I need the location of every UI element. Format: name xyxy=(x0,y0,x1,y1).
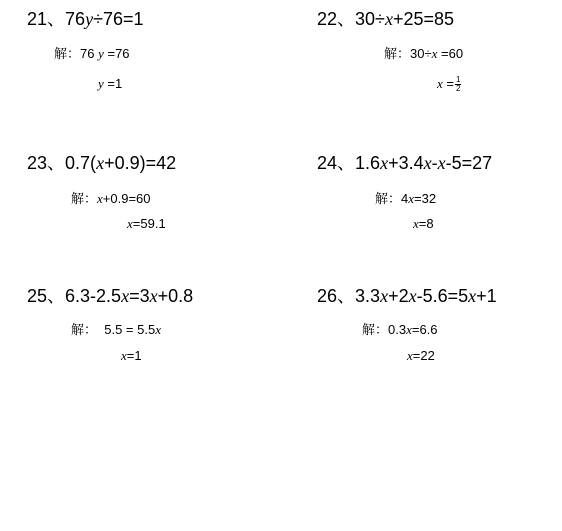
problem-25 xyxy=(27,285,193,307)
answer-23-line-1 xyxy=(71,191,151,207)
variable: x xyxy=(437,153,446,173)
problem-text: 0.7( xyxy=(65,153,97,173)
answer-text: =6.6 xyxy=(411,322,438,337)
answer-text: =1 xyxy=(103,76,123,91)
answer-24-line-1 xyxy=(375,191,436,207)
fraction-numerator: 1 xyxy=(456,75,461,85)
problem-text: +2 xyxy=(388,286,409,306)
problem-number: 26、 xyxy=(317,286,356,306)
variable: y xyxy=(98,46,104,61)
answer-text: = xyxy=(442,76,454,91)
variable: x xyxy=(127,216,133,231)
problem-24 xyxy=(317,152,492,174)
answer-22-line-1 xyxy=(384,46,463,62)
answer-text: +0.9=60 xyxy=(102,191,151,206)
answer-label: 解：4 xyxy=(375,191,409,206)
answer-label: 解：0.3 xyxy=(362,322,407,337)
answer-23-line-2 xyxy=(127,216,166,232)
variable: x xyxy=(380,286,389,306)
answer-22-line-2 xyxy=(437,76,461,93)
problem-number: 25、 xyxy=(27,286,66,306)
answer-text: =59.1 xyxy=(132,216,166,231)
problem-text: +3.4 xyxy=(388,153,424,173)
fraction xyxy=(455,76,461,93)
answer-label: 解： 5.5 = 5.5 xyxy=(71,322,156,337)
problem-text: +0.9)=42 xyxy=(104,153,177,173)
problem-26 xyxy=(317,285,497,307)
variable: x xyxy=(431,46,438,61)
answer-26-line-1 xyxy=(362,322,438,338)
variable: x xyxy=(408,286,417,306)
variable: x xyxy=(155,322,161,337)
answer-text: =60 xyxy=(437,46,464,61)
answer-26-line-2 xyxy=(407,348,435,364)
variable: x xyxy=(380,153,389,173)
variable: x xyxy=(406,322,412,337)
variable: y xyxy=(85,9,94,29)
answer-label: 解：76 xyxy=(54,46,95,61)
answer-text: =76 xyxy=(103,46,130,61)
variable: y xyxy=(98,76,104,91)
variable: x xyxy=(97,191,103,206)
answer-21-line-2 xyxy=(98,76,122,92)
problem-text: =3 xyxy=(129,286,150,306)
answer-text: =1 xyxy=(126,348,142,363)
problem-text: - xyxy=(431,153,438,173)
variable: x xyxy=(121,348,127,363)
answer-text: =32 xyxy=(414,191,437,206)
problem-text: 30÷ xyxy=(355,9,385,29)
variable: x xyxy=(408,191,415,206)
variable: x xyxy=(384,9,393,29)
problem-text: -5=27 xyxy=(445,153,493,173)
variable: x xyxy=(121,286,130,306)
variable: x xyxy=(423,153,432,173)
problem-text: +25=85 xyxy=(392,9,455,29)
problem-text: -5.6=5 xyxy=(416,286,469,306)
answer-text: =22 xyxy=(412,348,435,363)
answer-text: =8 xyxy=(418,216,434,231)
variable: x xyxy=(437,76,443,91)
problem-number: 21、 xyxy=(27,9,66,29)
problem-text: ÷76=1 xyxy=(93,9,144,29)
problem-number: 22、 xyxy=(317,9,356,29)
variable: x xyxy=(413,216,419,231)
variable: x xyxy=(149,286,158,306)
problem-number: 23、 xyxy=(27,153,66,173)
answer-label: 解：30÷ xyxy=(384,46,432,61)
problem-text: 76 xyxy=(65,9,86,29)
answer-label: 解： xyxy=(71,191,98,206)
problem-text: 6.3-2.5 xyxy=(65,286,122,306)
variable: x xyxy=(407,348,413,363)
problem-text: +1 xyxy=(476,286,497,306)
problem-23 xyxy=(27,152,176,174)
problem-number: 24、 xyxy=(317,153,356,173)
problem-text: 1.6 xyxy=(355,153,381,173)
problem-text: +0.8 xyxy=(157,286,194,306)
problem-21 xyxy=(27,8,144,30)
problem-22 xyxy=(317,8,454,30)
variable: x xyxy=(96,153,105,173)
answer-24-line-2 xyxy=(413,216,434,232)
problem-text: 3.3 xyxy=(355,286,381,306)
answer-25-line-2 xyxy=(121,348,142,364)
answer-21-line-1 xyxy=(54,46,130,62)
answer-25-line-1 xyxy=(71,322,161,338)
variable: x xyxy=(468,286,477,306)
fraction-denominator: 2 xyxy=(456,84,461,94)
